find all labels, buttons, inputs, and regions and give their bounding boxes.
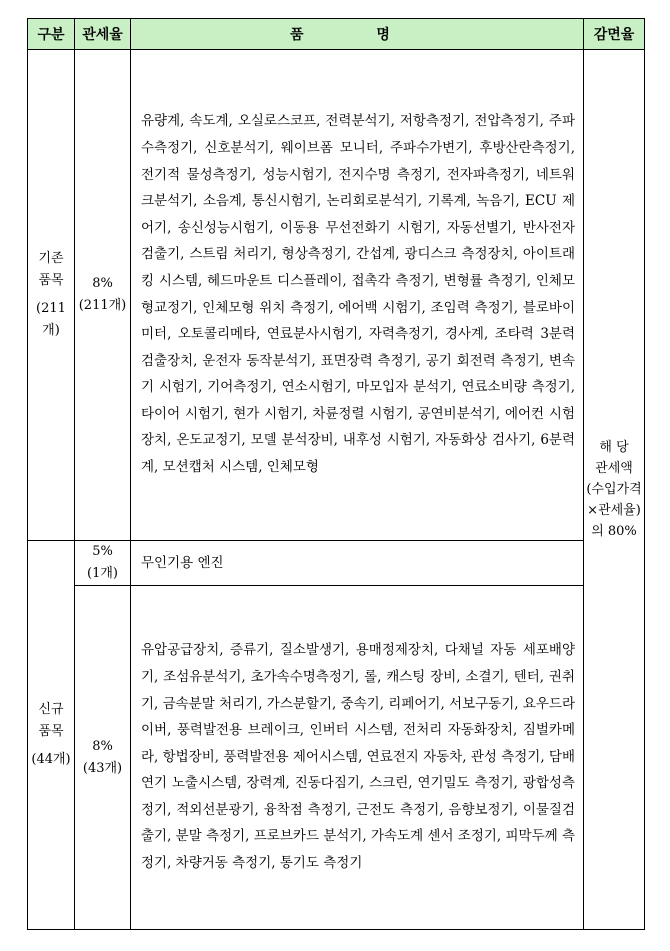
category-new: 신규 품목 (44개) xyxy=(28,541,75,930)
item-list-new-5pct: 무인기용 엔진 xyxy=(131,541,584,586)
tariff-rate-new-5pct: 5% (1개) xyxy=(75,541,131,586)
tariff-reduction-table xyxy=(27,18,645,930)
header-tariff-rate: 관세율 xyxy=(75,19,131,50)
reduction-rate-cell: 해 당 관세액 (수입가격 ×관세율) 의 80% xyxy=(584,50,645,930)
item-list-new-8pct: 유압공급장치, 증류기, 질소발생기, 용매정제장치, 다채널 자동 세포배양기, 조섬유분석기, 초가속수명측정기, 롤, 캐스팅 장비, 소결기, 텐터, 권취기, 금속분말 처리기, 가스분할기, 중속기, 리페어기, 서보구동기, 요우드라이버, 풍력발전용 브레이크, 인버터 시스템, 전처리 자동화장치, 짐벌카메라, 항법장비, 풍력발전용 제어시스템, 연료전지 자동차, 관성 측정기, 담배연기 노출시스템, 장력계, 진동다짐기, 스크린, 연기밀도 측정기, 광합성측정기, 적외선분광기, 융착점 측정기, 근전도 측정기, 음향보정기, 이물질검출기, 분말 측정기, 프로브카드 분석기, 가속도계 센서 조정기, 피막두께 측정기, 차량거동 측정기, 통기도 측정기 xyxy=(131,586,584,930)
tariff-rate-new-8pct: 8% (43개) xyxy=(75,586,131,930)
table-row-new-8pct xyxy=(28,586,645,930)
header-reduction-rate: 감면율 xyxy=(584,19,645,50)
item-list-existing: 유량계, 속도계, 오실로스코프, 전력분석기, 저항측정기, 전압측정기, 주파수측정기, 신호분석기, 웨이브폼 모니터, 주파수가변기, 후방산란측정기, 전기적 물성측정기, 성능시험기, 전지수명 측정기, 전자파측정기, 네트워크분석기, 소음계, 통신시험기, 논리회로분석기, 기록계, 녹음기, ECU 제어기, 송신성능시험기, 이동용 무선전화기 시험기, 자동선별기, 반사전자검출기, 스트림 처리기, 형상측정기, 간섭계, 광디스크 측정장치, 아이트래킹 시스템, 헤드마운트 디스플레이, 접촉각 측정기, 변형률 측정기, 인체모형교정기, 인체모형 위치 측정기, 에어백 시험기, 조임력 측정기, 블로바이미터, 오토콜리메타, 연료분사시험기, 자력측정기, 경사계, 조타력 3분력 검출장치, 운전자 동작분석기, 표면장력 측정기, 공기 회전력 측정기, 변속기 시험기, 기어측정기, 연소시험기, 마모입자 분석기, 연료소비량 측정기, 타이어 시험기, 현가 시험기, 차륜정렬 시험기, 공연비분석기, 에어컨 시험장치, 온도교정기, 모델 분석장비, 내후성 시험기, 자동화상 검사기, 6분력계, 모션캡처 시스템, 인체모형 xyxy=(131,50,584,541)
header-category: 구분 xyxy=(28,19,75,50)
table-row-new-5pct xyxy=(28,541,645,586)
header-row xyxy=(28,19,645,50)
category-existing: 기존 품목 (211개) xyxy=(28,50,75,541)
tariff-rate-existing: 8% (211개) xyxy=(75,50,131,541)
table-row-existing xyxy=(28,50,645,541)
header-item-name: 품 명 xyxy=(131,19,584,50)
